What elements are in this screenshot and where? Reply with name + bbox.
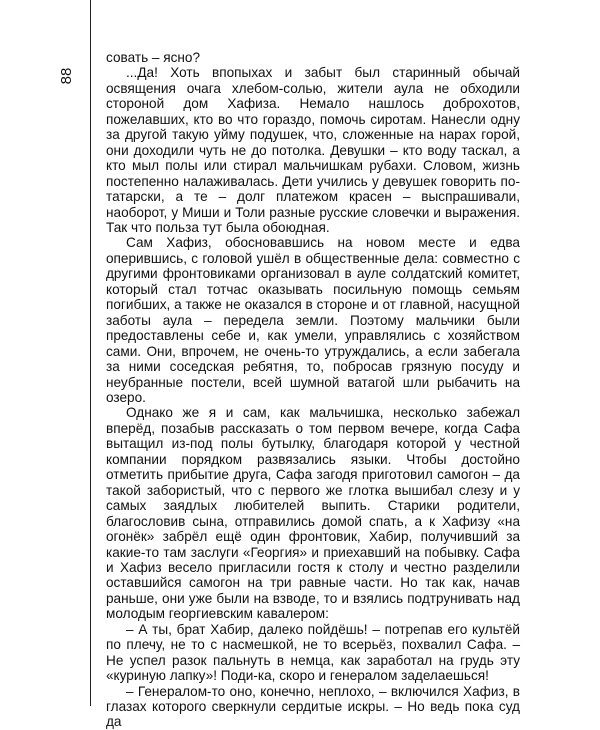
paragraph-3: Сам Хафиз, обосновавшись на новом месте и едва оперившись, с головой ушёл в общественные дела: совместно с другими фронтовиками организовал в ауле солдатский комитет, который стал тотчас оказывать посильную помощь семьям погибших, а также не оказался в стороне и от главной, насущной заботы аула – передела земли. Поэтому мальчики были предоставлены себе и, как умели, управлялись с хозяйством сами. Они, впрочем, не очень-то утруждались, а если забегала за ними соседская ребятня, то, побросав грязную посуду и неубранные постели, всей шумной ватагой шли рыбачить на озеро. [106, 235, 520, 405]
paragraph-6: – Генералом-то оно, конечно, неплохо, – включился Хафиз, в глазах которого сверкнули сердитые искры. – Но ведь пока суд да [106, 683, 520, 730]
body-text [106, 50, 520, 730]
paragraph-1: совать – ясно? [106, 50, 201, 65]
paragraph-4: Однако же я и сам, как мальчишка, несколько забежал вперёд, позабыв рассказать о том первом вечере, когда Сафа вытащил из-под полы бутылку, благодаря которой у честной компании порядком развязались языки. Чтобы достойно отметить прибытие друга, Сафа загодя приготовил самогон – да такой забористый, что с первого же глотка вышибал слезу и у самых заядлых любителей выпить. Старики родители, благословив сына, отправились домой спать, а к Хафизу «на огонёк» забрёл ещё один фронтовик, Хабир, получивший за какие-то там заслуги «Георгия» и приехавший на побывку. Сафа и Хафиз весело пригласили гостя к столу и честно разделили оставшийся самогон на три равные части. Но так как, начав раньше, они уже были на взводе, то и взялись подтрунивать над молодым георгиевским кавалером: [106, 405, 520, 622]
paragraph-5: – А ты, брат Хабир, далеко пойдёшь! – потрепав его культёй по плечу, не то с насмешкой, не то всерьёз, похвалил Сафа. – Не успел разок пальнуть в немца, как заработал на грудь эту «куриную лапку»! Поди-ка, скоро и генералом заделаешься! [106, 621, 520, 684]
paragraph-2: ...Да! Хоть впопыхах и забыт был старинный обычай освящения очага хлебом-солью, жители аула не обходили стороной дом Хафиза. Немало нашлось доброхотов, пожелавших, кто во что гораздо, помочь сиротам. Нанесли одну за другой такую уйму подушек, что, сложенные на нарах горой, они доходили чуть не до потолка. Девушки – кто воду таскал, а кто мыл полы или стирал мальчишкам рубахи. Словом, жизнь постепенно налаживалась. Дети учились у девушек говорить по-татарски, а те – долг платежом красен – выспрашивали, наоборот, у Миши и Толи разные русские словечки и выражения. Так что польза тут была обоюдная. [106, 65, 520, 235]
page-number: 88 [58, 67, 75, 85]
margin-rule [90, 0, 91, 706]
